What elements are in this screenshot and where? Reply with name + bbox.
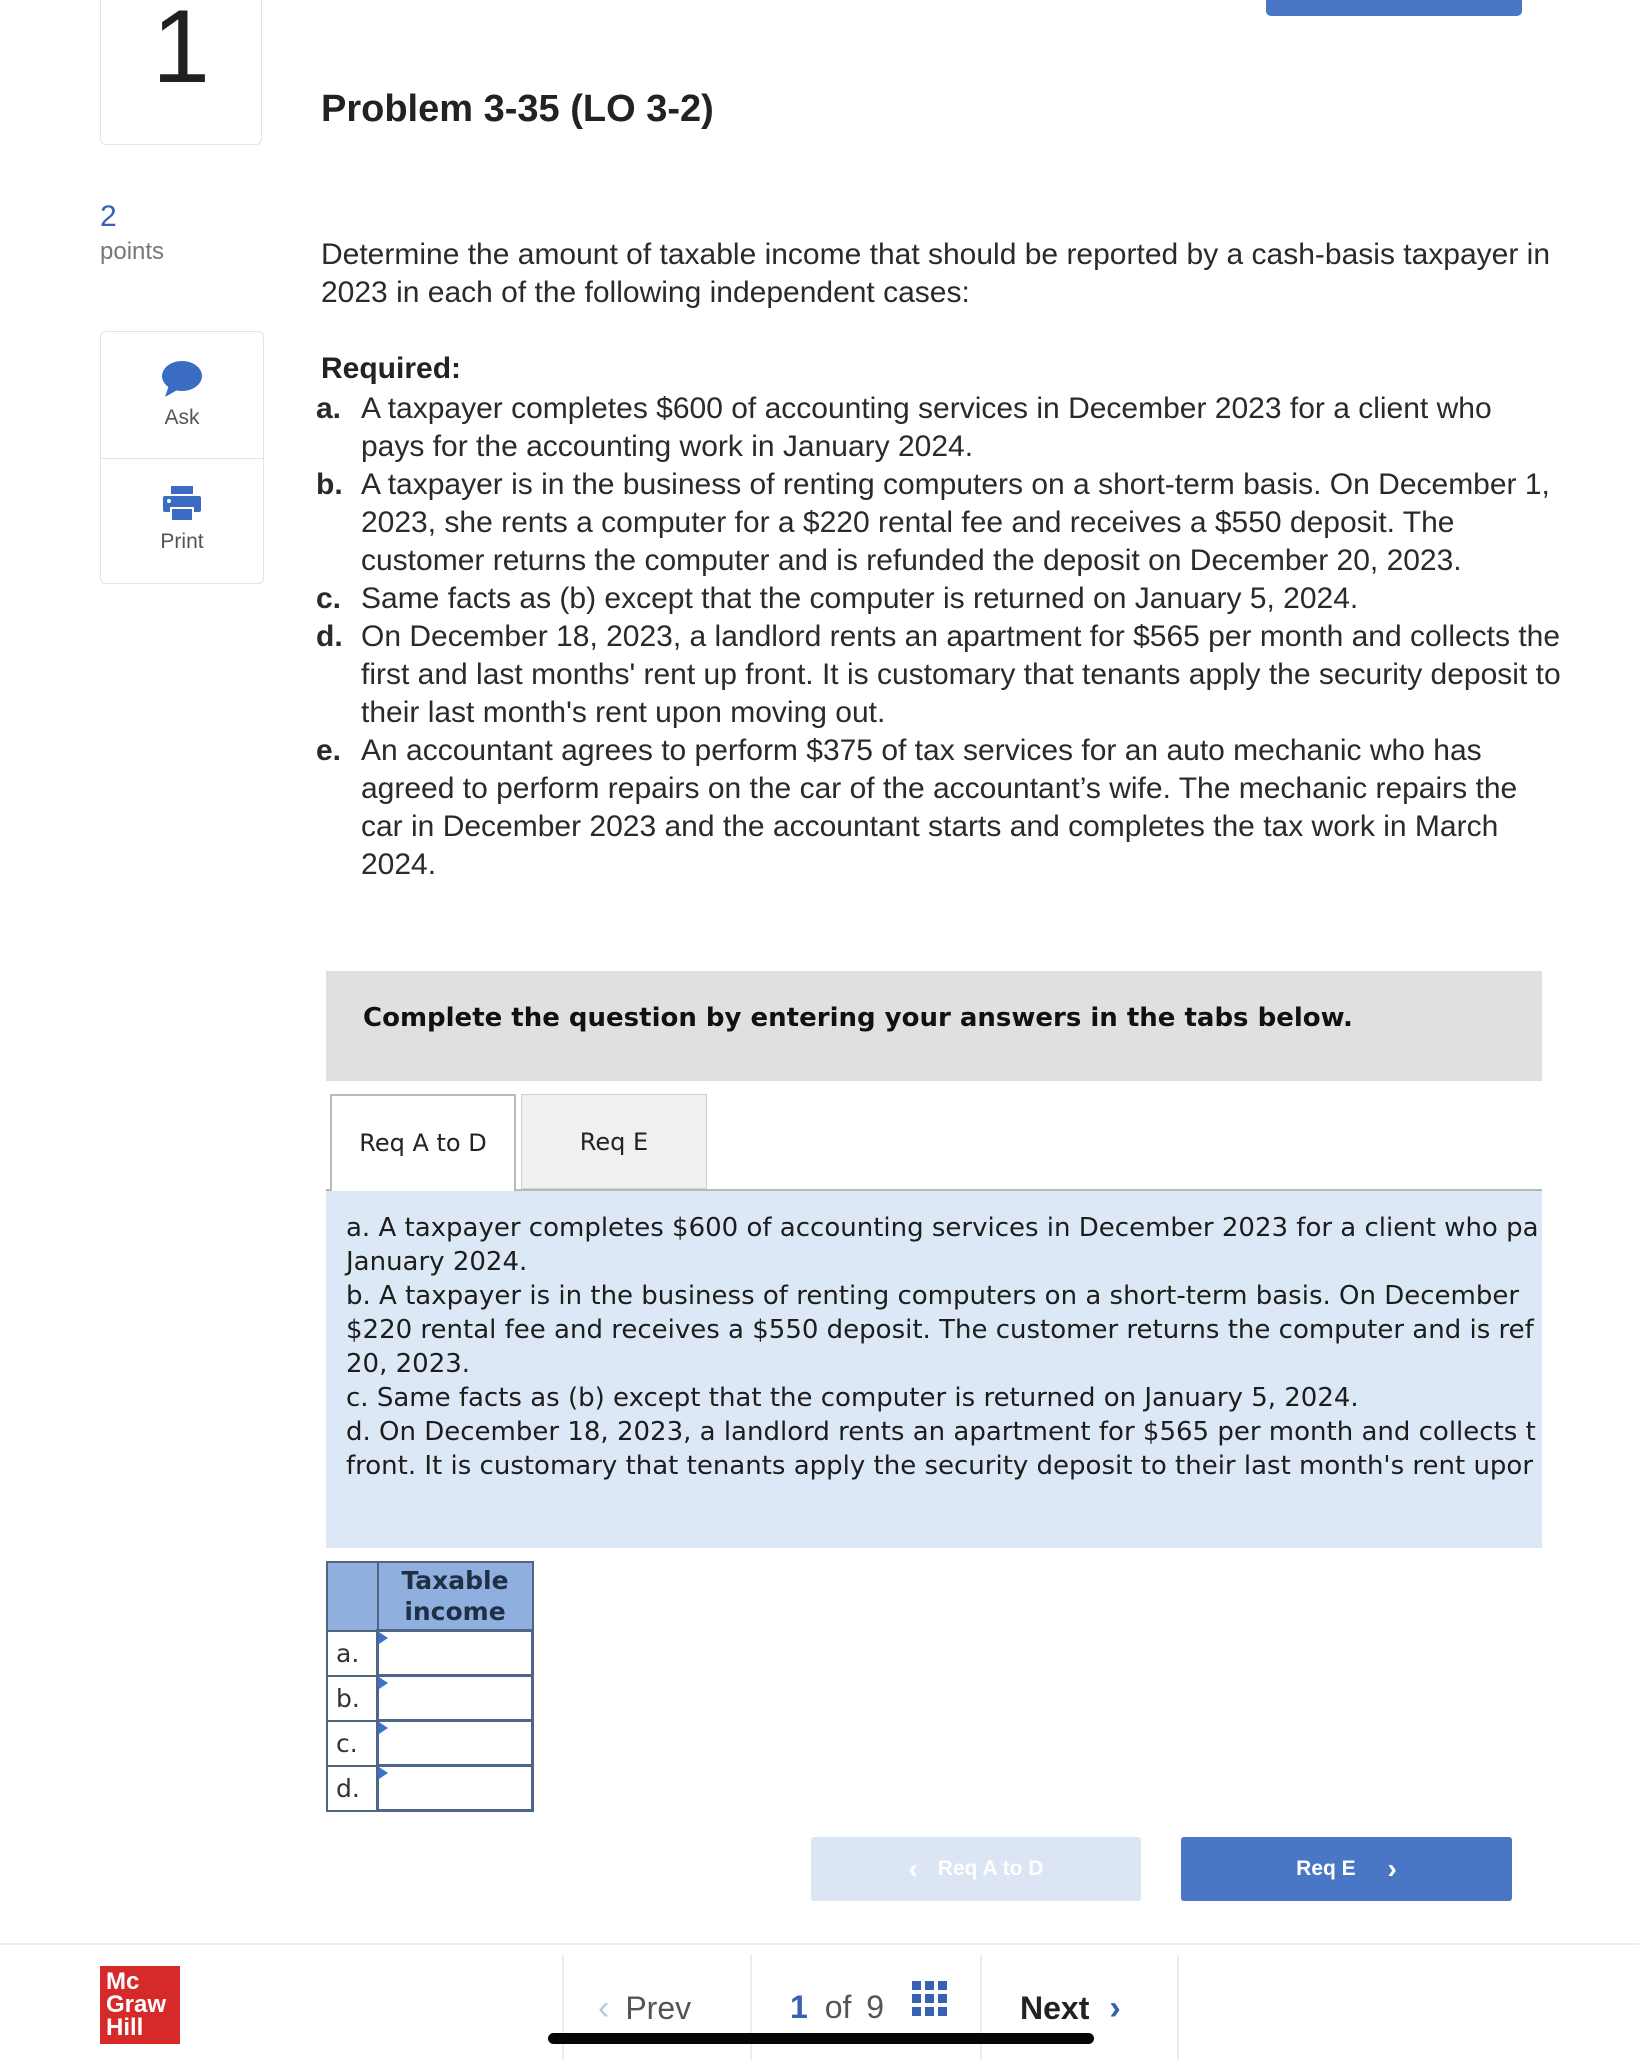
home-indicator: [548, 2033, 1094, 2044]
question-number: 1: [152, 0, 210, 105]
chevron-right-icon: ›: [1387, 1853, 1397, 1884]
requirement-text: A taxpayer is in the business of renting computers on a short-term basis. On December 1, 2023, she rents a computer for a $220 rental fee and receives a $550 deposit. The customer returns the computer and is refunded the deposit on December 20, 2023.: [361, 468, 1550, 577]
row-label: b.: [327, 1676, 378, 1721]
instruction-text: Complete the question by entering your answers in the tabs below.: [363, 1003, 1353, 1033]
requirement-text: Same facts as (b) except that the computer is returned on January 5, 2024.: [361, 582, 1359, 615]
header-line: income: [404, 1597, 506, 1626]
requirement-item: [316, 732, 1561, 884]
requirement-text: An accountant agrees to perform $375 of tax services for an auto mechanic who has agreed to perform repairs on the car of the accountant’s wife. The mechanic repairs the car in December 2023 and the accountant starts and completes the tax work in March 2024.: [361, 734, 1518, 881]
next-label: Next: [1020, 1990, 1090, 2026]
info-line: front. It is customary that tenants apply the security deposit to their last month's rent upor: [346, 1451, 1534, 1481]
print-label: Print: [160, 530, 204, 553]
answer-cell[interactable]: [378, 1676, 533, 1721]
answer-cell[interactable]: [378, 1766, 533, 1811]
row-label: c.: [327, 1721, 378, 1766]
table-row: [327, 1676, 533, 1721]
next-requirement-label: Req E: [1296, 1857, 1356, 1880]
chevron-left-icon: ‹: [908, 1853, 918, 1884]
header-corner: [327, 1562, 378, 1631]
requirement-item: [316, 390, 1561, 466]
grid-icon[interactable]: [912, 1981, 948, 2017]
question-navigation: [562, 1955, 1179, 2060]
next-requirement-button[interactable]: [1181, 1837, 1512, 1901]
chevron-right-icon: ›: [1109, 1989, 1121, 2027]
problem-title: Problem 3-35 (LO 3-2): [321, 88, 714, 130]
prev-label: Prev: [625, 1990, 692, 2026]
taxable-income-header: [378, 1562, 533, 1631]
top-action-button[interactable]: [1266, 0, 1522, 16]
prev-question-button[interactable]: [598, 1989, 691, 2028]
table-row: [327, 1766, 533, 1811]
answer-cell[interactable]: [378, 1631, 533, 1676]
requirement-info-panel: [326, 1191, 1542, 1548]
prev-requirement-button[interactable]: [811, 1837, 1141, 1901]
total-pages: 9: [866, 1989, 885, 2025]
taxable-income-input-b[interactable]: [379, 1677, 531, 1719]
info-line: b. A taxpayer is in the business of renting computers on a short-term basis. On December: [346, 1281, 1520, 1311]
chat-bubble-icon: [161, 360, 203, 398]
info-line: c. Same facts as (b) except that the computer is returned on January 5, 2024.: [346, 1383, 1359, 1413]
tools-card: [100, 331, 264, 584]
answer-table: [326, 1561, 534, 1812]
printer-icon: [161, 486, 203, 522]
info-line: January 2024.: [346, 1247, 528, 1277]
tab-req-e[interactable]: Req E: [521, 1094, 707, 1189]
requirement-text: A taxpayer completes $600 of accounting services in December 2023 for a client who pays for the accounting work in January 2024.: [361, 392, 1492, 463]
print-button[interactable]: [101, 458, 263, 584]
logo-text: Graw: [106, 1991, 167, 2018]
points-value: 2: [100, 200, 117, 233]
requirement-letter: d.: [316, 620, 343, 653]
nav-separator: [562, 1955, 564, 2060]
requirement-item: [316, 580, 1561, 618]
mcgraw-hill-logo: [100, 1966, 180, 2044]
footer-divider: [0, 1943, 1639, 1945]
points-label: points: [100, 238, 165, 265]
chevron-left-icon: ‹: [598, 1989, 610, 2027]
ask-button[interactable]: [101, 332, 263, 459]
nav-separator: [1177, 1955, 1179, 2060]
instruction-bar: [326, 971, 1542, 1081]
ask-label: Ask: [164, 406, 200, 429]
requirement-letter: b.: [316, 468, 343, 501]
required-heading: Required:: [321, 352, 462, 385]
question-number-card: [100, 0, 262, 145]
requirements-list: [316, 390, 1561, 884]
requirement-item: [316, 618, 1561, 732]
table-row: [327, 1721, 533, 1766]
logo-text: Mc: [106, 1968, 140, 1995]
info-line: $220 rental fee and receives a $550 deposit. The customer returns the computer and is ref: [346, 1315, 1534, 1345]
row-label: a.: [327, 1631, 378, 1676]
info-line: d. On December 18, 2023, a landlord rents an apartment for $565 per month and collects t: [346, 1417, 1536, 1447]
logo-text: Hill: [106, 2014, 144, 2041]
info-line: a. A taxpayer completes $600 of accounting services in December 2023 for a client who pa: [346, 1213, 1539, 1243]
answer-table-header: [327, 1562, 533, 1631]
taxable-income-input-a[interactable]: [379, 1632, 531, 1674]
page-indicator[interactable]: [790, 1989, 884, 2026]
nav-separator: [980, 1955, 982, 2060]
taxable-income-input-d[interactable]: [379, 1767, 531, 1809]
requirement-letter: c.: [316, 582, 342, 615]
table-row: [327, 1631, 533, 1676]
of-label: of: [824, 1989, 852, 2025]
requirement-letter: a.: [316, 392, 342, 425]
problem-intro: Determine the amount of taxable income that should be reported by a cash-basis taxpayer in 2023 in each of the following independent cases:: [321, 238, 1551, 309]
prev-requirement-label: Req A to D: [937, 1857, 1044, 1880]
info-text: [346, 1211, 1542, 1483]
info-line: 20, 2023.: [346, 1349, 471, 1379]
header-line: Taxable: [401, 1566, 509, 1595]
current-page: 1: [790, 1989, 808, 2025]
nav-separator: [750, 1955, 752, 2060]
taxable-income-input-c[interactable]: [379, 1722, 531, 1764]
requirement-letter: e.: [316, 734, 342, 767]
next-question-button[interactable]: [1020, 1989, 1121, 2028]
requirement-text: On December 18, 2023, a landlord rents an apartment for $565 per month and collects the first and last months' rent up front. It is customary that tenants apply the security deposit to their last month's rent upon moving out.: [361, 620, 1561, 729]
tab-req-a-to-d[interactable]: Req A to D: [330, 1094, 516, 1191]
answer-cell[interactable]: [378, 1721, 533, 1766]
requirement-item: [316, 466, 1561, 580]
row-label: d.: [327, 1766, 378, 1811]
